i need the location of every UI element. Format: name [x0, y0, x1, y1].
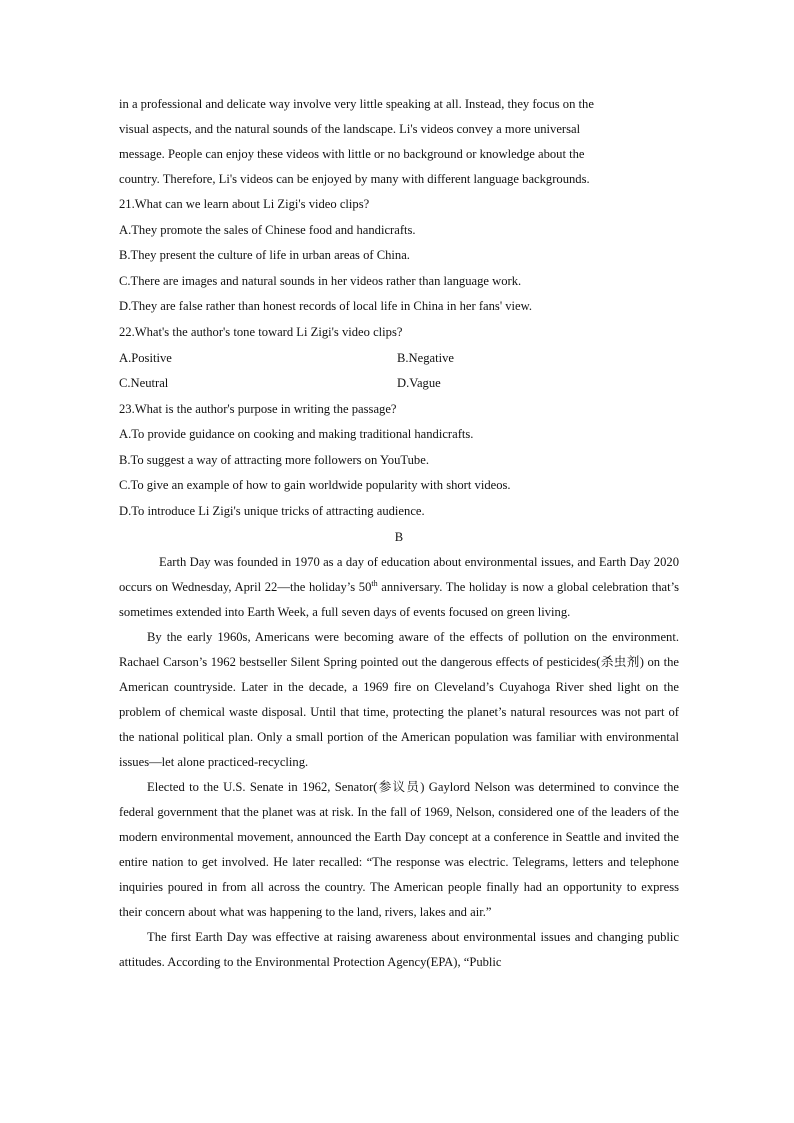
option-b: B.They present the culture of life in urban areas of China. [119, 248, 410, 263]
paragraph-1-text: Earth Day was founded in 1970 as a day of education about environmental issues, and Earth Day 2020 occurs on Wednesday, April 22—the holiday’s 50 [119, 554, 679, 594]
option-a: A.They promote the sales of Chinese food and handicrafts. [119, 222, 416, 237]
option-c: C.Neutral [119, 376, 169, 391]
paragraph-4: The first Earth Day was effective at raising awareness about environmental issues and changing public attitudes. According to the Environmental Protection Agency(EPA), “Public [119, 929, 679, 969]
passage-line: country. Therefore, Li's videos can be enjoyed by many with different language backgrounds. [119, 172, 590, 186]
option-b: B.To suggest a way of attracting more followers on YouTube. [119, 452, 429, 467]
option-c: C.To give an example of how to gain worldwide popularity with short videos. [119, 478, 511, 493]
ordinal-suffix: th [371, 578, 378, 588]
option-d: D.They are false rather than honest records of local life in China in her fans' view. [119, 299, 533, 314]
option-a: A.To provide guidance on cooking and making traditional handicrafts. [119, 427, 474, 442]
passage-line: visual aspects, and the natural sounds of the landscape. Li's videos convey a more universal [119, 122, 581, 136]
passage-b [119, 550, 679, 975]
question-stem: 22.What's the author's tone toward Li Zigi's video clips? [119, 324, 403, 339]
question-stem: 21.What can we learn about Li Zigi's video clips? [119, 197, 370, 211]
option-row [119, 371, 679, 397]
question-22 [119, 320, 679, 397]
question-21 [119, 192, 679, 320]
option-c: C.There are images and natural sounds in her videos rather than language work. [119, 273, 522, 288]
option-row [119, 346, 679, 372]
paragraph-2: By the early 1960s, Americans were becoming aware of the effects of pollution on the environment. Rachael Carson’s 1962 bestseller Silent Spring pointed out the dangerous effects of pesticides(杀虫剂) on the American countryside. Later in the decade, a 1969 fire on Cleveland’s Cuyahoga River shed light on the problem of chemical waste disposal. Until that time, protecting the planet’s natural resources was not part of the national political plan. Only a small portion of the American population was familiar with environmental issues—let alone practiced-recycling. [119, 629, 679, 769]
paragraph-3: Elected to the U.S. Senate in 1962, Senator(参议员) Gaylord Nelson was determined to convince the federal government that the planet was at risk. In the fall of 1969, Nelson, considered one of the leaders of the modern environmental movement, announced the Earth Day concept at a conference in Seattle and invited the entire nation to get involved. He later recalled: “The response was electric. Telegrams, letters and telephone inquiries poured in from all across the country. The American people finally had an opportunity to express their concern about what was happening to the land, rivers, lakes and air.” [119, 779, 679, 919]
option-d: D.Vague [397, 376, 441, 391]
section-heading: B [394, 529, 404, 544]
question-23 [119, 397, 679, 525]
paragraph-1 [119, 550, 679, 625]
option-a: A.Positive [119, 350, 172, 365]
document-page [119, 92, 679, 975]
paragraph-1-text-end: anniversary. The holiday is now a global celebration that’s sometimes extended into Earth Week, a full seven days of events focused on green living. [119, 579, 679, 619]
option-d: D.To introduce Li Zigi's unique tricks of attracting audience. [119, 503, 425, 518]
passage-a-continuation [119, 92, 679, 192]
passage-line: in a professional and delicate way involve very little speaking at all. Instead, they focus on the [119, 97, 594, 111]
option-b: B.Negative [397, 350, 455, 365]
passage-line: message. People can enjoy these videos with little or no background or knowledge about the [119, 147, 585, 161]
question-stem: 23.What is the author's purpose in writing the passage? [119, 401, 397, 416]
